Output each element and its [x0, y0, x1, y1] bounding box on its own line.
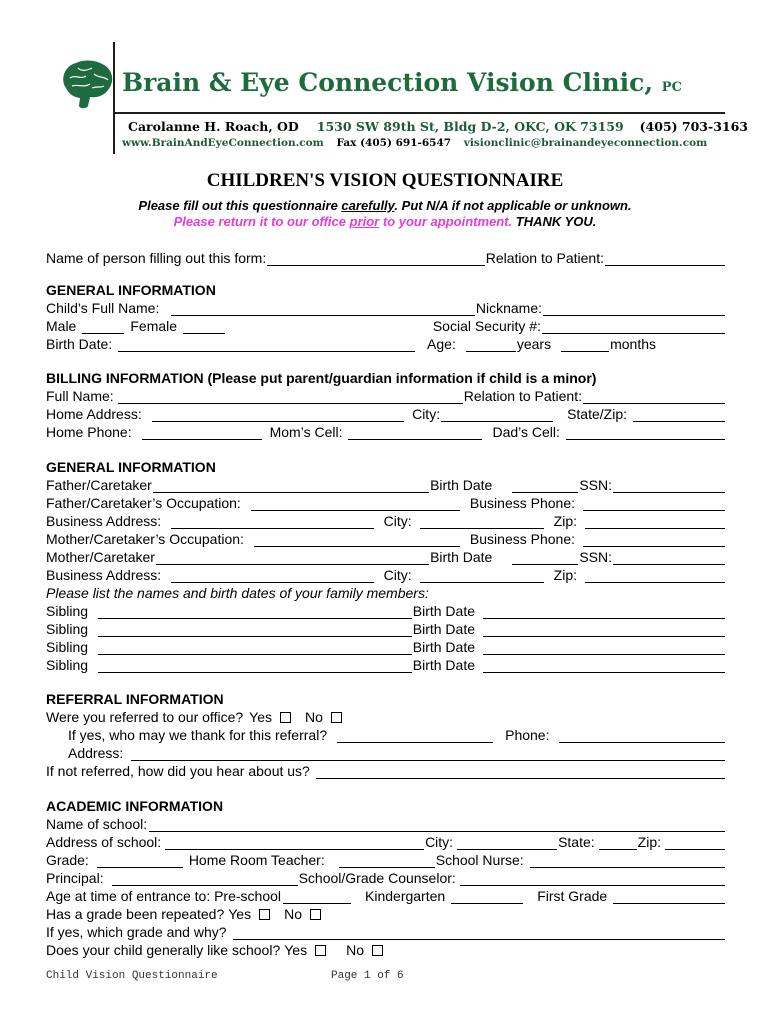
age-months-field[interactable]	[561, 338, 609, 352]
referred-no-checkbox[interactable]	[331, 712, 342, 723]
filler-name-field[interactable]	[267, 252, 484, 266]
home-address-field[interactable]	[152, 408, 404, 422]
like-school-no-checkbox[interactable]	[372, 945, 383, 956]
sibling-row: Sibling Birth Date	[46, 601, 726, 619]
kindergarten-age-field[interactable]	[451, 890, 523, 904]
school-name-row: Name of school:	[46, 814, 726, 832]
grade-field[interactable]	[97, 854, 183, 868]
referred-row: Were you referred to our office? Yes No	[46, 707, 726, 725]
which-grade-field[interactable]	[233, 926, 725, 940]
grade-row: Grade: Home Room Teacher: School Nurse:	[46, 850, 726, 868]
father-occupation-row: Father/Caretaker’s Occupation: Business Phone:	[46, 493, 726, 511]
sibling-name-field[interactable]	[98, 623, 412, 637]
mother-business-address-field[interactable]	[171, 569, 373, 583]
child-name-field[interactable]	[171, 302, 475, 316]
sibling-name-field[interactable]	[98, 605, 412, 619]
father-ssn-field[interactable]	[613, 479, 725, 493]
billing-state-zip-field[interactable]	[633, 408, 725, 422]
sibling-row: Sibling Birth Date	[46, 637, 726, 655]
first-grade-age-field[interactable]	[613, 890, 725, 904]
mother-business-address-row: Business Address: City: Zip:	[46, 565, 726, 583]
sibling-birth-field[interactable]	[483, 641, 725, 655]
school-city-field[interactable]	[457, 836, 557, 850]
mother-name-field[interactable]	[156, 551, 429, 565]
repeated-no-checkbox[interactable]	[310, 909, 321, 920]
hear-about-field[interactable]	[316, 765, 725, 779]
billing-name-row: Full Name: Relation to Patient:	[46, 386, 726, 404]
female-field[interactable]	[183, 320, 225, 334]
sibling-birth-field[interactable]	[483, 623, 725, 637]
mother-occupation-field[interactable]	[254, 533, 460, 547]
referrer-phone-field[interactable]	[559, 729, 725, 743]
mother-occupation-row: Mother/Caretaker’s Occupation: Business Phone:	[46, 529, 726, 547]
like-school-row: Does your child generally like school? Yes No	[46, 940, 726, 958]
filler-row: Name of person filling out this form: Relation to Patient:	[46, 248, 726, 266]
mother-row: Mother/Caretaker Birth Date SSN:	[46, 547, 726, 565]
brain-logo-icon	[58, 58, 116, 110]
sibling-name-field[interactable]	[98, 659, 412, 673]
father-business-address-field[interactable]	[171, 515, 373, 529]
instructions-line-2: Please return it to our office prior to your appointment. THANK YOU.	[173, 214, 597, 229]
age-years-field[interactable]	[466, 338, 516, 352]
birth-row: Birth Date: Age: years months	[46, 336, 656, 352]
gender-row: Male Female Social Security #:	[46, 316, 726, 334]
repeated-yes-checkbox[interactable]	[259, 909, 270, 920]
contact-line: Carolanne H. Roach, OD 1530 SW 89th St, Bldg D-2, OKC, OK 73159 (405) 703-3163	[128, 119, 748, 134]
referral-thank-row: If yes, who may we thank for this referral? Phone:	[68, 725, 726, 743]
father-birth-field[interactable]	[512, 479, 578, 493]
principal-field[interactable]	[112, 872, 298, 886]
sibling-row: Sibling Birth Date	[46, 619, 726, 637]
header-horizontal-rule	[113, 112, 725, 114]
email-link[interactable]: visionclinic@brainandeyeconnection.com	[463, 137, 708, 149]
grade-repeated-row: Has a grade been repeated? Yes No	[46, 904, 726, 922]
mother-ssn-field[interactable]	[613, 551, 725, 565]
father-city-field[interactable]	[420, 515, 544, 529]
referral-address-row: Address:	[68, 743, 726, 761]
father-occupation-field[interactable]	[251, 497, 460, 511]
school-address-row: Address of school: City: State: Zip:	[46, 832, 726, 850]
section-academic-info: ACADEMIC INFORMATION	[46, 798, 224, 814]
billing-phone-row: Home Phone: Mom’s Cell: Dad’s Cell:	[46, 422, 726, 440]
website-link[interactable]: www.BrainAndEyeConnection.com	[122, 137, 324, 149]
school-address-field[interactable]	[165, 836, 424, 850]
child-name-row: Child’s Full Name: Nickname:	[46, 298, 726, 316]
sibling-birth-field[interactable]	[483, 605, 725, 619]
sibling-name-field[interactable]	[98, 641, 412, 655]
mother-city-field[interactable]	[420, 569, 544, 583]
principal-row: Principal: School/Grade Counselor:	[46, 868, 726, 886]
school-name-field[interactable]	[149, 818, 725, 832]
father-business-phone-field[interactable]	[583, 497, 725, 511]
mother-business-phone-field[interactable]	[583, 533, 725, 547]
father-zip-field[interactable]	[585, 515, 725, 529]
father-row: Father/Caretaker Birth Date SSN:	[46, 475, 726, 493]
sibling-birth-field[interactable]	[483, 659, 725, 673]
father-name-field[interactable]	[153, 479, 429, 493]
instructions-line-1: Please fill out this questionnaire carefully. Put N/A if not applicable or unknown.	[138, 198, 632, 213]
age-entrance-row: Age at time of entrance to: Pre-school Kindergarten First Grade	[46, 886, 726, 904]
clinic-name: Brain & Eye Connection Vision Clinic, PC	[122, 68, 682, 97]
web-line: www.BrainAndEyeConnection.com Fax (405) 691-6547 visionclinic@brainandeyeconnection.com	[122, 137, 708, 149]
like-school-yes-checkbox[interactable]	[315, 945, 326, 956]
home-room-teacher-field[interactable]	[339, 854, 435, 868]
mother-zip-field[interactable]	[585, 569, 725, 583]
referrer-name-field[interactable]	[337, 729, 493, 743]
referred-yes-checkbox[interactable]	[280, 712, 291, 723]
father-business-address-row: Business Address: City: Zip:	[46, 511, 726, 529]
moms-cell-field[interactable]	[348, 426, 482, 440]
school-nurse-field[interactable]	[530, 854, 725, 868]
section-general-info-2: GENERAL INFORMATION	[46, 459, 216, 475]
counselor-field[interactable]	[460, 872, 725, 886]
ssn-field[interactable]	[542, 320, 725, 334]
billing-address-row: Home Address: City: State/Zip:	[46, 404, 726, 422]
birth-date-field[interactable]	[118, 338, 415, 352]
dads-cell-field[interactable]	[566, 426, 725, 440]
billing-city-field[interactable]	[441, 408, 553, 422]
male-field[interactable]	[82, 320, 124, 334]
which-grade-row: If yes, which grade and why?	[46, 922, 726, 940]
referrer-address-field[interactable]	[131, 747, 725, 761]
school-state-field[interactable]	[599, 836, 637, 850]
filler-relation-field[interactable]	[605, 252, 725, 266]
school-zip-field[interactable]	[665, 836, 725, 850]
header-vertical-rule	[113, 42, 115, 154]
home-phone-field[interactable]	[142, 426, 262, 440]
billing-relation-field[interactable]	[583, 390, 725, 404]
section-billing-info: BILLING INFORMATION (Please put parent/guardian information if child is a minor)	[46, 370, 597, 386]
section-referral-info: REFERRAL INFORMATION	[46, 691, 224, 707]
billing-name-field[interactable]	[118, 390, 463, 404]
mother-birth-field[interactable]	[512, 551, 578, 565]
footer-title: Child Vision Questionnaire	[46, 970, 218, 982]
page-title: CHILDREN'S VISION QUESTIONNAIRE	[206, 170, 564, 191]
hear-about-row: If not referred, how did you hear about us?	[46, 761, 726, 779]
sibling-row: Sibling Birth Date	[46, 655, 726, 673]
section-general-info: GENERAL INFORMATION	[46, 282, 216, 298]
preschool-age-field[interactable]	[283, 890, 351, 904]
nickname-field[interactable]	[543, 302, 725, 316]
footer-page-number: Page 1 of 6	[331, 970, 404, 982]
family-note: Please list the names and birth dates of your family members:	[46, 585, 429, 601]
